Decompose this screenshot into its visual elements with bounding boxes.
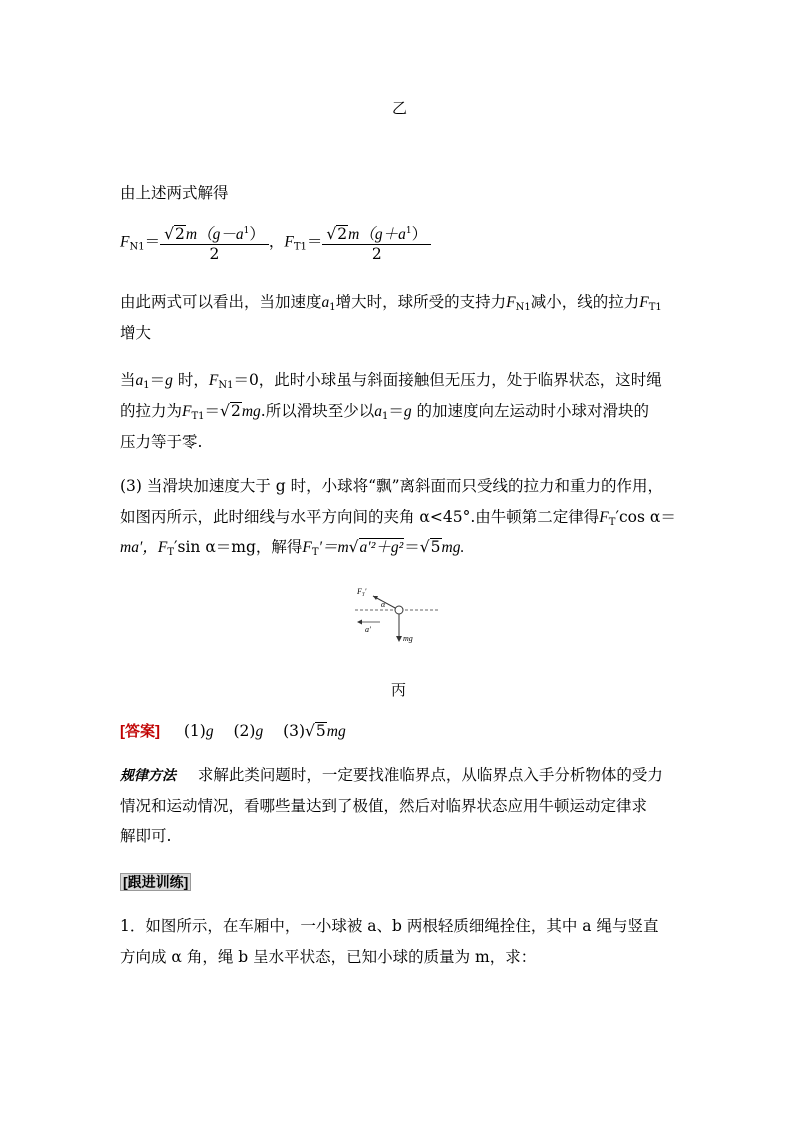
p1-a-subscript: 1: [329, 302, 336, 313]
figure-caption-bing: 丙: [391, 681, 407, 699]
p1-f2-symbol: F: [639, 294, 649, 311]
p3-equals: ＝: [404, 538, 420, 556]
question-1-line-2: 方向成 α 角，绳 b 呈水平状态，已知小球的质量为 m，求：: [120, 948, 537, 966]
p2-equals: ＝: [149, 371, 166, 389]
formula-ft1-symbol: F: [284, 233, 294, 251]
formula-ft1-close: ）: [411, 225, 428, 243]
p2-sqrt: 2: [230, 402, 241, 420]
p2-text-c: 时，: [172, 371, 209, 389]
p2-text-d: ＝0，此时小球虽与斜面接触但无压力，处于临界状态，这时绳: [233, 371, 662, 389]
follow-up-label: [跟进训练]: [120, 873, 191, 891]
p1-f2-subscript: T1: [648, 302, 662, 313]
label-alpha: α: [381, 600, 386, 609]
answer-part-3-sqrt: 5: [315, 722, 326, 740]
formula-ft1-denominator: 2: [371, 245, 382, 263]
p1-f-symbol: F: [506, 294, 516, 311]
method-line-1: [120, 765, 663, 785]
p2-text-2a: 的拉力为: [120, 402, 183, 420]
answer-part-3-label: (3): [283, 722, 306, 740]
answer-part-1-label: (1): [183, 722, 206, 740]
p2-equals-2: ＝: [204, 402, 221, 420]
paragraph-2-line-3: 压力等于零.: [120, 433, 203, 451]
formula-ft1-equals: ＝: [306, 232, 323, 251]
formula-fn1-subscript: N1: [129, 241, 145, 253]
formula-ft1-paren: （g＋a: [359, 226, 406, 243]
p3-text-2b: ′cos α＝: [615, 508, 676, 526]
paragraph-3-line-2: [120, 507, 676, 533]
p2-text-2c: .所以滑块至少以: [260, 402, 375, 420]
formula-fn1-paren: （g－a: [197, 226, 244, 243]
answer-part-2-label: (2): [233, 722, 256, 740]
p3-f2-symbol: F: [157, 539, 168, 556]
p2-f-symbol: F: [208, 372, 219, 389]
method-line-3: 解即可.: [120, 827, 172, 845]
paragraph-1-line-1: [120, 292, 662, 318]
follow-up-line: [120, 872, 191, 892]
p3-text-3e: mg.: [441, 539, 465, 556]
formula-fn1-symbol: F: [120, 233, 130, 251]
p3-text-3c: ′＝m: [318, 539, 349, 556]
p2-text-a: 当: [120, 371, 136, 389]
formula-ft1-m: m: [348, 226, 360, 243]
paragraph-2-line-2: 的拉力为$F_{T1}=√2mg$.所以滑块至少以$a_1=g$ 的加速度向左运动时小球对滑块的: [120, 402, 650, 422]
formula-comma: ，: [268, 232, 285, 251]
p2-mg: mg: [241, 403, 261, 420]
p2-g-symbol: g: [165, 372, 173, 389]
p2-text-2e: 的加速度向左运动时小球对滑块的: [411, 402, 650, 420]
p1-text-c: 减小，线的拉力: [530, 293, 640, 311]
formula-fn1-denominator: 2: [209, 245, 220, 263]
formula-fn1-sqrt: 2: [175, 225, 185, 243]
formula-fn1-m: m: [185, 226, 198, 243]
p3-f3-subscript: T: [311, 547, 319, 558]
answer-part-1-value: g: [205, 723, 214, 740]
p3-text-3a: ma′，: [120, 539, 158, 556]
p3-sqrt-2: 5: [430, 538, 441, 556]
p3-text-2a: 如图丙所示，此时细线与水平方向间的夹角 α<45°.由牛顿第二定律得: [120, 508, 600, 526]
answer-tag: [答案]: [120, 723, 160, 740]
paragraph-3-line-1: (3) 当滑块加速度大于 g 时，小球将“飘”离斜面而只受线的拉力和重力的作用，: [120, 477, 664, 495]
p2-f-subscript: N1: [218, 380, 234, 391]
p1-text-a: 由此两式可以看出，当加速度: [120, 293, 322, 311]
method-title: 规律方法: [120, 767, 176, 783]
formula-fn1-close: ）: [249, 225, 265, 243]
ball: [395, 606, 403, 614]
answer-part-3-value: mg: [326, 723, 346, 740]
p2-a-subscript: 1: [143, 380, 150, 391]
formula-ft1-fraction: [322, 222, 431, 263]
p2-f2-subscript: T1: [191, 411, 205, 422]
label-a-prime: a′: [365, 625, 371, 634]
p1-f-subscript: N1: [515, 302, 531, 313]
formula-ft1-sqrt: 2: [337, 225, 348, 243]
formula-ft1-sup: 1: [405, 226, 412, 236]
label-ft: $F_T'$: [357, 587, 367, 598]
p1-text-b: 增大时，球所受的支持力: [335, 293, 507, 311]
formula-fn1-fraction: [160, 222, 269, 263]
p2-a-symbol: a: [135, 372, 144, 389]
label-mg: mg: [403, 634, 413, 643]
method-text-1: 求解此类问题时，一定要找准临界点，从临界点入手分析物体的受力: [197, 766, 663, 784]
formula-fn1-sup: 1: [243, 226, 250, 236]
method-line-2: 情况和运动情况，看哪些量达到了极值，然后对临界状态应用牛顿运动定律求: [120, 797, 648, 815]
p2-equals-3: ＝: [388, 402, 404, 420]
paragraph-3-line-3: ma′，$F_T'\sin$ α＝mg，解得$F_T'=m√a'^2+g^2=√5mg$.: [120, 538, 465, 558]
figure-caption-yi: 乙: [392, 99, 408, 117]
p3-f3-symbol: F: [302, 539, 312, 556]
p1-a-symbol: a: [321, 294, 330, 311]
p2-a2-subscript: 1: [381, 411, 389, 422]
paragraph-1-line-2: 增大: [120, 324, 152, 342]
question-1-line-1: 1．如图所示，在车厢中，一小球被 a、b 两根轻质细绳拴住，其中 a 绳与竖直: [120, 917, 659, 935]
intro-text: 由上述两式解得: [120, 184, 229, 202]
answer-line: [答案] (1)g (2)g (3)√5mg: [120, 722, 346, 740]
formula-ft1-subscript: T1: [293, 241, 307, 253]
p3-f2-subscript: T: [167, 547, 174, 558]
formula-fn1-equals: ＝: [144, 232, 161, 251]
p2-a2-symbol: a: [374, 403, 382, 420]
formula-ft1-numerator: $√2m(g+a^1)$: [326, 225, 428, 243]
p3-f-symbol: F: [599, 509, 609, 526]
paragraph-2-line-1: [120, 370, 662, 396]
acceleration-arrowhead: [357, 620, 362, 625]
force-diagram: [345, 580, 455, 650]
gravity-arrowhead: [396, 636, 402, 642]
p3-f-subscript: T: [608, 517, 616, 528]
p2-g2-symbol: g: [403, 403, 412, 420]
formula-line: [120, 222, 431, 263]
p3-text-3b: ′sin α＝mg，解得: [173, 538, 303, 556]
p3-sqrt-1: a′²＋g²: [359, 539, 404, 556]
formula-fn1-numerator: $√2m(g-a^1)$: [164, 225, 265, 243]
answer-part-2-value: g: [255, 723, 264, 740]
p2-f2-symbol: F: [182, 403, 192, 420]
